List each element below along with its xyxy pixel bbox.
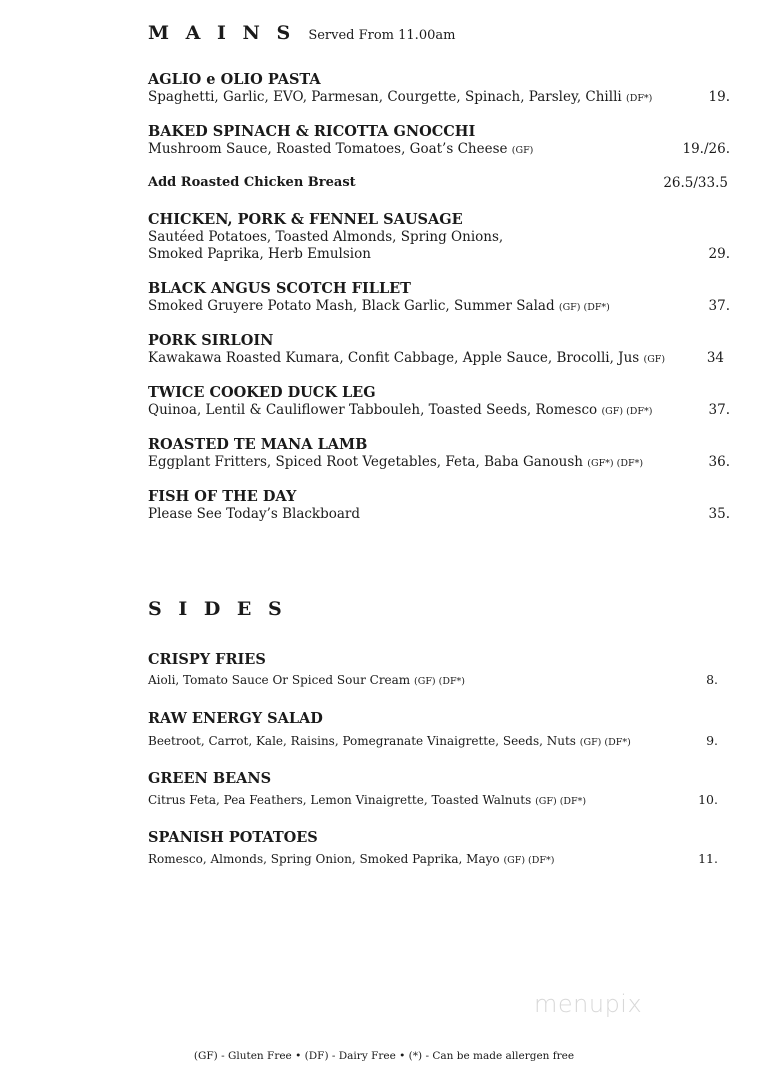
item-price: 34 — [706, 350, 724, 366]
menu-item — [148, 709, 730, 751]
menu-item — [148, 383, 730, 420]
item-description: Citrus Feta, Pea Feathers, Lemon Vinaigrette, Toasted Walnuts — [148, 793, 532, 807]
item-description: Smoked Gruyere Potato Mash, Black Garlic, Summer Salad — [148, 298, 555, 314]
item-description: Mushroom Sauce, Roasted Tomatoes, Goat’s Cheese — [148, 141, 508, 157]
menu-item — [148, 331, 730, 368]
dietary-tags: (GF) (DF*) — [503, 855, 555, 866]
menu-item — [148, 435, 730, 472]
dietary-tags: (GF) (DF*) — [579, 737, 631, 748]
item-name: CRISPY FRIES — [148, 651, 266, 668]
dietary-tags: (GF) (DF*) — [414, 676, 466, 687]
item-price: 35. — [708, 506, 730, 522]
dietary-tags: (GF) — [511, 145, 534, 156]
item-price: 37. — [708, 298, 730, 314]
dietary-tags: (DF*) — [626, 93, 653, 104]
dietary-tags: (GF) — [643, 354, 666, 365]
item-name: RAW ENERGY SALAD — [148, 710, 323, 727]
item-description: Aioli, Tomato Sauce Or Spiced Sour Cream — [148, 673, 411, 687]
item-description: Spaghetti, Garlic, EVO, Parmesan, Courgette, Spinach, Parsley, Chilli — [148, 89, 622, 105]
item-description: Please See Today’s Blackboard — [148, 506, 361, 522]
mains-subtitle: Served From 11.00am — [308, 28, 456, 43]
item-description-line2: Smoked Paprika, Herb Emulsion — [148, 246, 371, 262]
item-name: SPANISH POTATOES — [148, 829, 318, 846]
item-name: CHICKEN, PORK & FENNEL SAUSAGE — [148, 211, 463, 228]
addon-price: 26.5/33.5 — [663, 175, 728, 191]
menu-item — [148, 70, 730, 107]
item-description-line1: Sautéed Potatoes, Toasted Almonds, Spring Onions, — [148, 229, 504, 245]
watermark-logo: menupix — [534, 990, 643, 1018]
dietary-tags: (GF) (DF*) — [558, 302, 610, 313]
item-name: PORK SIRLOIN — [148, 332, 274, 349]
menu-item — [148, 487, 730, 523]
sides-title: S I D E S — [148, 598, 287, 620]
allergen-legend: (GF) - Gluten Free • (DF) - Dairy Free • (*) - Can be made allergen free — [193, 1050, 575, 1062]
item-name: FISH OF THE DAY — [148, 488, 297, 505]
addon-label: Add Roasted Chicken Breast — [148, 175, 356, 190]
item-price: 11. — [698, 851, 718, 866]
item-name: ROASTED TE MANA LAMB — [148, 436, 368, 453]
item-price: 29. — [708, 246, 730, 262]
menu-item — [148, 650, 730, 690]
item-price: 9. — [706, 733, 718, 748]
item-price: 10. — [698, 792, 718, 807]
item-price: 37. — [708, 402, 730, 418]
menu-item — [148, 210, 730, 263]
dietary-tags: (GF*) (DF*) — [587, 458, 644, 469]
menu-item — [148, 279, 730, 316]
addon-row — [148, 175, 728, 191]
item-name: BAKED SPINACH & RICOTTA GNOCCHI — [148, 123, 476, 140]
item-name: BLACK ANGUS SCOTCH FILLET — [148, 280, 411, 297]
item-name: TWICE COOKED DUCK LEG — [148, 384, 376, 401]
item-description: Romesco, Almonds, Spring Onion, Smoked Paprika, Mayo — [148, 852, 500, 866]
sides-heading — [148, 598, 287, 620]
menu-item — [148, 828, 730, 869]
item-price: 19./26. — [682, 141, 730, 157]
item-name: AGLIO e OLIO PASTA — [148, 71, 321, 88]
item-description: Eggplant Fritters, Spiced Root Vegetables, Feta, Baba Ganoush — [148, 454, 583, 470]
mains-title: M A I N S — [148, 22, 296, 44]
mains-heading — [148, 22, 455, 44]
menu-item — [148, 769, 730, 810]
item-price: 36. — [708, 454, 730, 470]
item-description: Kawakawa Roasted Kumara, Confit Cabbage, Apple Sauce, Brocolli, Jus — [148, 350, 640, 366]
item-name: GREEN BEANS — [148, 770, 272, 787]
dietary-tags: (GF) (DF*) — [535, 796, 587, 807]
item-description: Quinoa, Lentil & Cauliflower Tabbouleh, Toasted Seeds, Romesco — [148, 402, 598, 418]
item-price: 8. — [706, 672, 718, 687]
menu-item — [148, 122, 730, 159]
item-description: Beetroot, Carrot, Kale, Raisins, Pomegranate Vinaigrette, Seeds, Nuts — [148, 734, 576, 748]
dietary-tags: (GF) (DF*) — [601, 406, 653, 417]
item-price: 19. — [708, 89, 730, 105]
